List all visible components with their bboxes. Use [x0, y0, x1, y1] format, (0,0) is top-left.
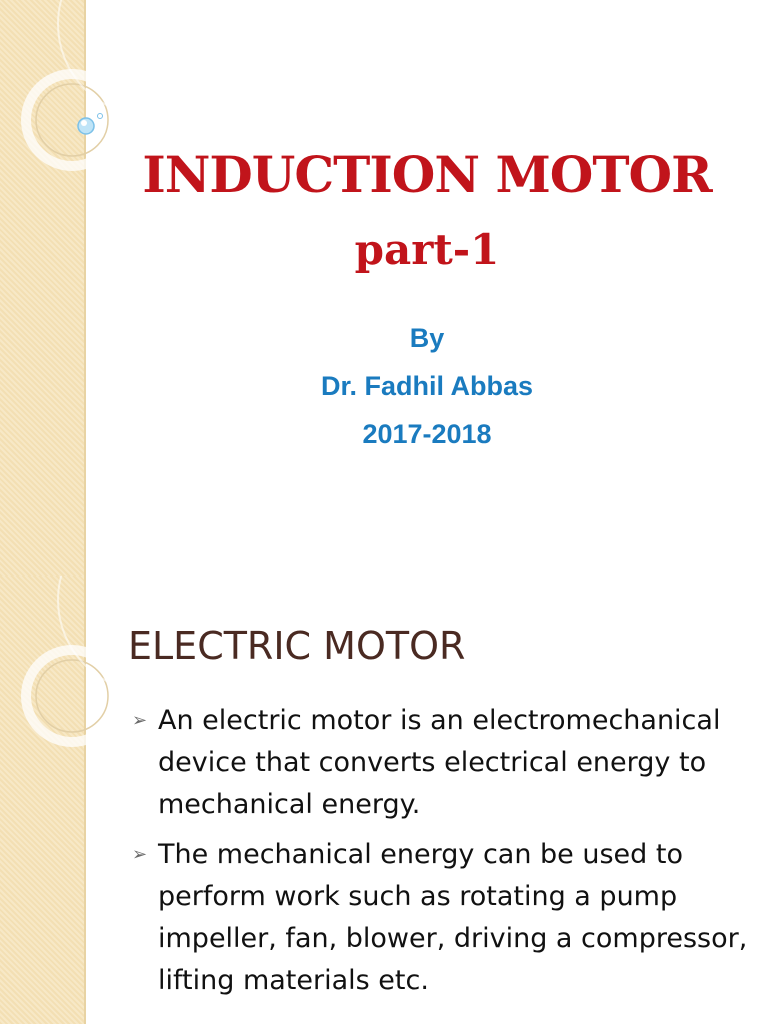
- section-heading: ELECTRIC MOTOR: [128, 624, 466, 668]
- circle-ornament-icon: [0, 576, 140, 1024]
- slide-subtitle: part-1: [354, 225, 500, 274]
- list-item: [132, 700, 762, 826]
- bullet-text: An electric motor is an electromechanical device that converts electrical energy to mechanical energy.: [158, 705, 721, 820]
- arrow-right-icon: ➢: [132, 710, 148, 731]
- bullet-text: The mechanical energy can be used to perform work such as rotating a pump impeller, fan, blower, driving a compressor, lifting materials etc.: [158, 839, 748, 996]
- bullet-list: [132, 700, 762, 1010]
- academic-year: 2017-2018: [362, 419, 492, 449]
- arrow-right-icon: ➢: [132, 844, 148, 865]
- content-slide: [0, 576, 768, 1024]
- by-label: By: [409, 323, 445, 353]
- author-name: Dr. Fadhil Abbas: [320, 371, 534, 401]
- slide-title: INDUCTION MOTOR: [142, 145, 712, 204]
- list-item: [132, 834, 762, 1002]
- circle-ornament-icon: [0, 0, 140, 576]
